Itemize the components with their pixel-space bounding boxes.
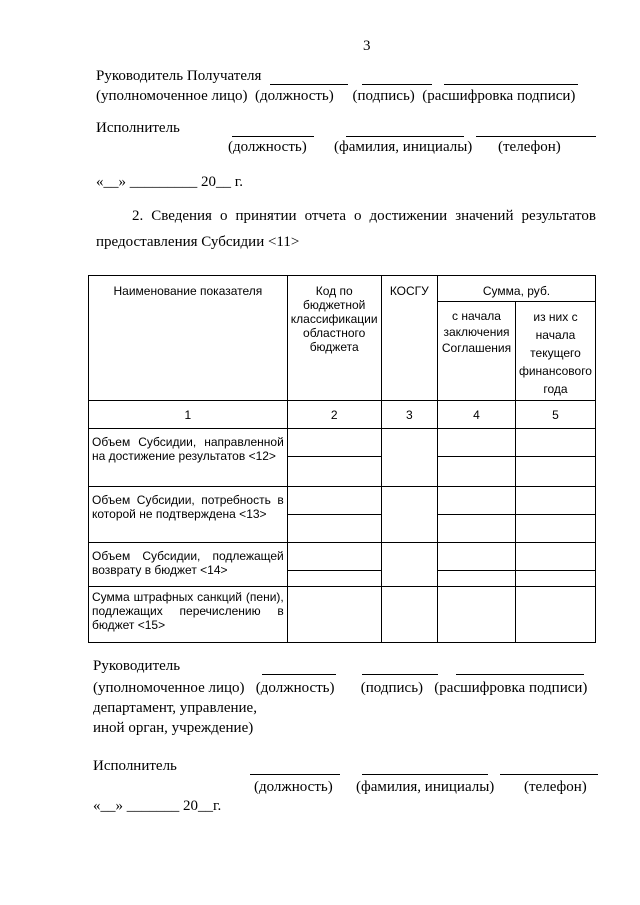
column-number-2: 2 — [287, 401, 381, 429]
table-cell — [515, 543, 595, 571]
table-cell — [287, 515, 381, 543]
section-heading-line1: 2. Сведения о принятии отчета о достижении значений результатов — [132, 208, 596, 224]
column-number-4: 4 — [438, 401, 516, 429]
table-cell — [381, 543, 437, 587]
head-signature-line — [362, 674, 438, 675]
recipient-signature-line — [362, 84, 432, 85]
table-cell — [287, 487, 381, 515]
executor-2-name-caption: (фамилия, инициалы) — [356, 779, 495, 795]
head-captions: (уполномоченное лицо) (должность) (подпись) (расшифровка подписи) — [93, 680, 588, 696]
executor-position-caption: (должность) — [228, 139, 307, 155]
table-cell — [438, 543, 516, 571]
executor-2-phone-line — [500, 774, 598, 775]
executor-2-phone-caption: (телефон) — [524, 779, 587, 795]
table-cell — [287, 571, 381, 587]
executor-phone-line — [476, 136, 596, 137]
executor-title: Исполнитель — [96, 120, 180, 136]
column-number-5: 5 — [515, 401, 595, 429]
table-cell — [515, 587, 595, 643]
recipient-decode-line — [444, 84, 578, 85]
table-cell — [438, 429, 516, 457]
table-cell — [438, 587, 516, 643]
header-kosgu: КОСГУ — [381, 276, 437, 401]
page-number: 3 — [363, 38, 371, 54]
table-row — [89, 543, 596, 571]
row-label-directed: Объем Субсидии, направленной на достижение результатов <12> — [89, 429, 288, 487]
head-decode-line — [456, 674, 584, 675]
executor-name-line — [346, 136, 464, 137]
header-budget-code: Код по бюджетной классификации областного бюджета — [287, 276, 381, 401]
header-sum-from-start: с начала заключения Соглашения — [438, 302, 516, 401]
row-label-refund: Объем Субсидии, подлежащей возврату в бюджет <14> — [89, 543, 288, 587]
row-label-penalties: Сумма штрафных санкций (пени), подлежащих перечислению в бюджет <15> — [89, 587, 288, 643]
table-cell — [515, 487, 595, 515]
head-org-line1: департамент, управление, — [93, 700, 257, 716]
table-cell — [515, 429, 595, 457]
row-label-unconfirmed: Объем Субсидии, потребность в которой не подтверждена <13> — [89, 487, 288, 543]
head-title: Руководитель — [93, 658, 181, 674]
head-org-line2: иной орган, учреждение) — [93, 720, 254, 736]
report-table — [88, 275, 596, 643]
column-number-3: 3 — [381, 401, 437, 429]
column-number-1: 1 — [89, 401, 288, 429]
table-cell — [287, 457, 381, 487]
table-cell — [515, 515, 595, 543]
table-cell — [438, 571, 516, 587]
table-cell — [381, 587, 437, 643]
table-row — [89, 429, 596, 457]
table-cell — [515, 457, 595, 487]
table-cell — [438, 487, 516, 515]
table-cell — [381, 429, 437, 487]
head-position-line — [262, 674, 336, 675]
table-cell — [287, 543, 381, 571]
executor-position-line — [232, 136, 314, 137]
section-heading-line2: предоставления Субсидии <11> — [96, 234, 300, 250]
recipient-position-line — [270, 84, 348, 85]
table-row — [89, 487, 596, 515]
recipient-head-title: Руководитель Получателя — [96, 68, 262, 84]
recipient-captions: (уполномоченное лицо) (должность) (подпись) (расшифровка подписи) — [96, 88, 576, 104]
executor-2-name-line — [362, 774, 488, 775]
table-cell — [287, 429, 381, 457]
table-row — [89, 587, 596, 643]
table-cell — [287, 587, 381, 643]
header-sum-current-year: из них с начала текущего финансового года — [515, 302, 595, 401]
executor-2-position-line — [250, 774, 340, 775]
executor-2-position-caption: (должность) — [254, 779, 333, 795]
table-cell — [438, 515, 516, 543]
table-cell — [515, 571, 595, 587]
executor-name-caption: (фамилия, инициалы) — [334, 139, 473, 155]
date-line: «__» _________ 20__ г. — [96, 174, 243, 190]
table-cell — [438, 457, 516, 487]
executor-2-title: Исполнитель — [93, 758, 177, 774]
table-cell — [381, 487, 437, 543]
header-sum: Сумма, руб. — [438, 276, 596, 302]
executor-phone-caption: (телефон) — [498, 139, 561, 155]
date-line-2: «__» _______ 20__г. — [93, 798, 222, 814]
header-name: Наименование показателя — [89, 276, 288, 401]
